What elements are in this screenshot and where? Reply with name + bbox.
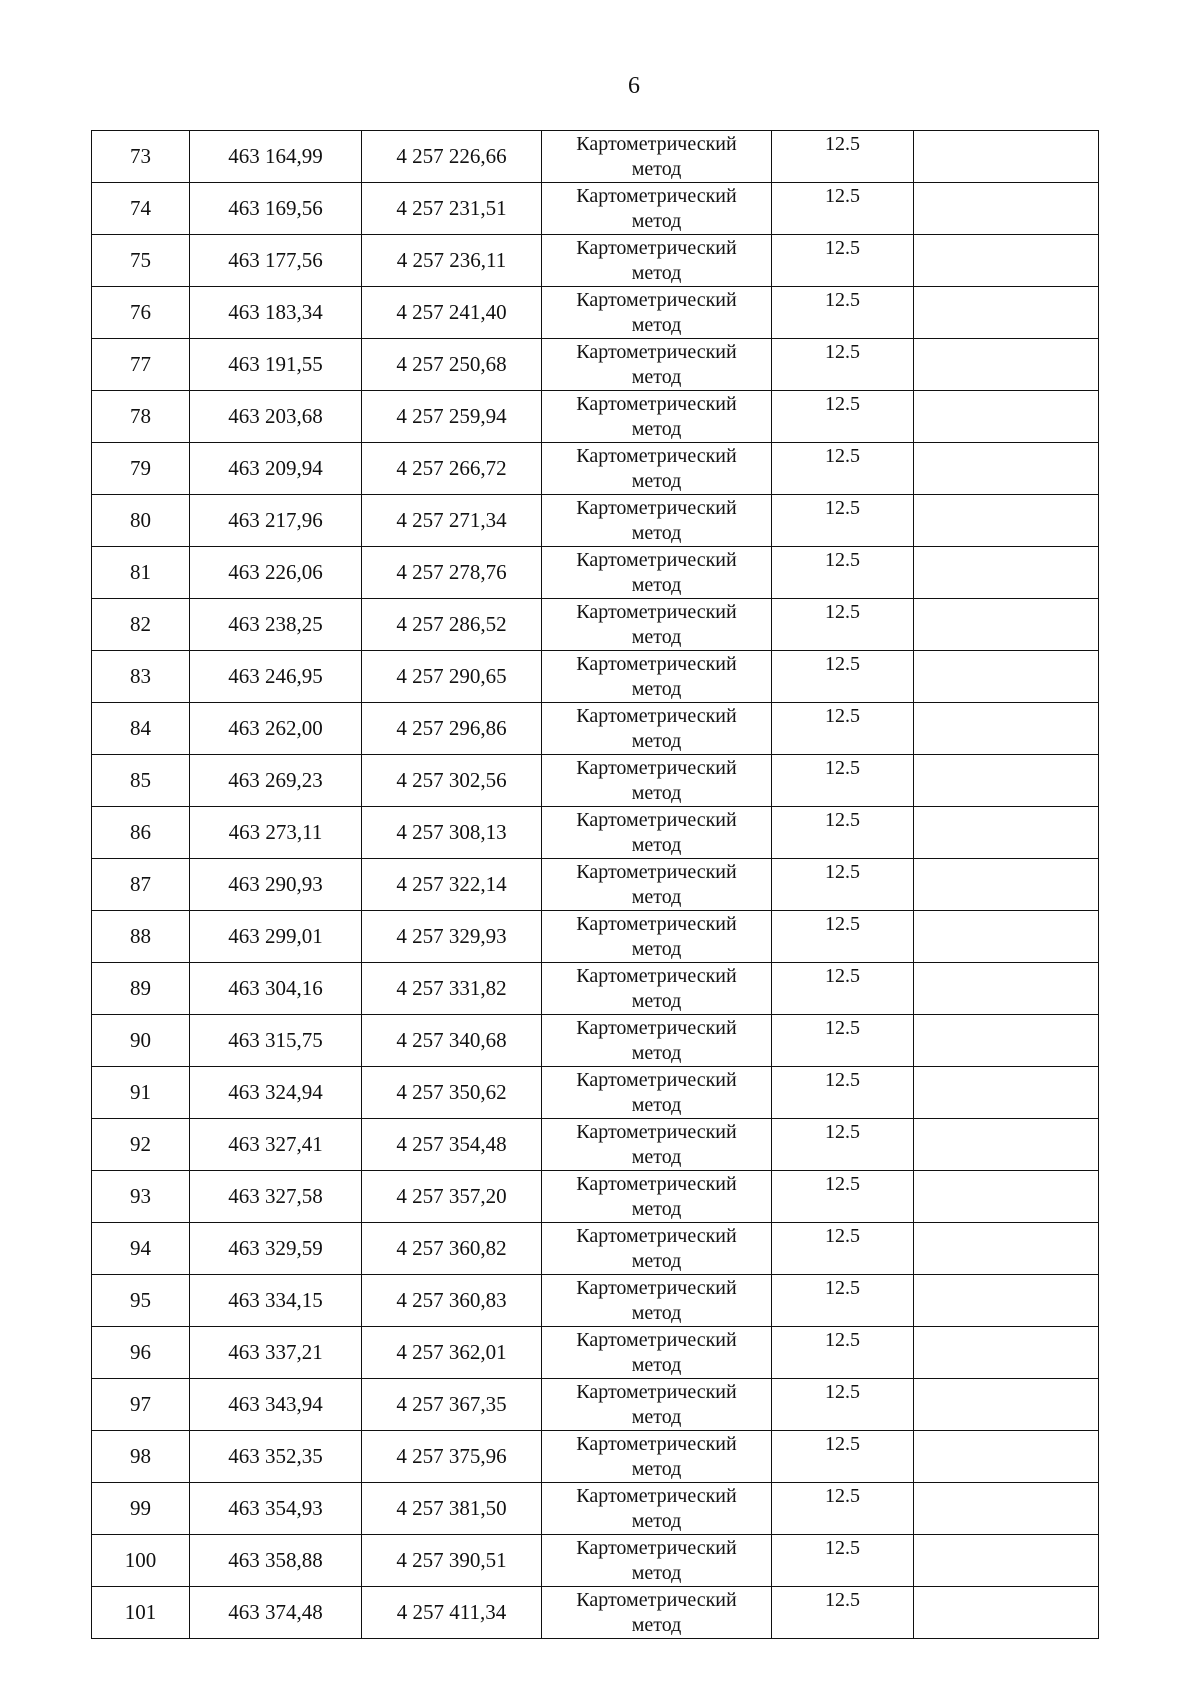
- accuracy-cell: 12.5: [772, 183, 914, 235]
- accuracy-cell: 12.5: [772, 1535, 914, 1587]
- table-row: [92, 495, 1099, 547]
- method-line-2: метод: [631, 1302, 682, 1324]
- note-cell: [914, 1587, 1099, 1639]
- table-row: [92, 1483, 1099, 1535]
- method-line-1: Картометрический: [576, 757, 737, 779]
- method-cell: [542, 755, 772, 807]
- method-line-2: метод: [631, 1042, 682, 1064]
- accuracy-cell: 12.5: [772, 1275, 914, 1327]
- accuracy-cell: 12.5: [772, 1119, 914, 1171]
- y-coordinate-cell: 4 257 360,83: [362, 1275, 542, 1327]
- accuracy-cell: 12.5: [772, 859, 914, 911]
- note-cell: [914, 547, 1099, 599]
- x-coordinate-cell: 463 315,75: [190, 1015, 362, 1067]
- note-cell: [914, 1431, 1099, 1483]
- x-coordinate-cell: 463 217,96: [190, 495, 362, 547]
- accuracy-cell: 12.5: [772, 911, 914, 963]
- method-cell: [542, 391, 772, 443]
- x-coordinate-cell: 463 177,56: [190, 235, 362, 287]
- accuracy-cell: 12.5: [772, 1171, 914, 1223]
- point-number-cell: 97: [92, 1379, 190, 1431]
- table-row: [92, 963, 1099, 1015]
- point-number-cell: 100: [92, 1535, 190, 1587]
- method-line-2: метод: [631, 1198, 682, 1220]
- x-coordinate-cell: 463 354,93: [190, 1483, 362, 1535]
- method-line-2: метод: [631, 834, 682, 856]
- method-cell: [542, 859, 772, 911]
- y-coordinate-cell: 4 257 278,76: [362, 547, 542, 599]
- method-cell: [542, 911, 772, 963]
- method-line-1: Картометрический: [576, 185, 737, 207]
- method-line-1: Картометрический: [576, 1381, 737, 1403]
- x-coordinate-cell: 463 299,01: [190, 911, 362, 963]
- table-row: [92, 391, 1099, 443]
- method-line-1: Картометрический: [576, 1173, 737, 1195]
- point-number-cell: 95: [92, 1275, 190, 1327]
- method-cell: [542, 1535, 772, 1587]
- method-cell: [542, 1587, 772, 1639]
- y-coordinate-cell: 4 257 350,62: [362, 1067, 542, 1119]
- coordinates-table: [91, 130, 1099, 1639]
- note-cell: [914, 339, 1099, 391]
- method-line-1: Картометрический: [576, 653, 737, 675]
- x-coordinate-cell: 463 334,15: [190, 1275, 362, 1327]
- x-coordinate-cell: 463 209,94: [190, 443, 362, 495]
- method-line-1: Картометрический: [576, 1017, 737, 1039]
- y-coordinate-cell: 4 257 250,68: [362, 339, 542, 391]
- method-cell: [542, 1119, 772, 1171]
- method-cell: [542, 1171, 772, 1223]
- x-coordinate-cell: 463 327,41: [190, 1119, 362, 1171]
- method-line-1: Картометрический: [576, 601, 737, 623]
- table-row: [92, 131, 1099, 183]
- table-row: [92, 911, 1099, 963]
- note-cell: [914, 1119, 1099, 1171]
- method-line-2: метод: [631, 938, 682, 960]
- method-line-2: метод: [631, 366, 682, 388]
- accuracy-cell: 12.5: [772, 1483, 914, 1535]
- accuracy-cell: 12.5: [772, 235, 914, 287]
- x-coordinate-cell: 463 343,94: [190, 1379, 362, 1431]
- point-number-cell: 81: [92, 547, 190, 599]
- table-row: [92, 1119, 1099, 1171]
- y-coordinate-cell: 4 257 308,13: [362, 807, 542, 859]
- note-cell: [914, 963, 1099, 1015]
- method-cell: [542, 807, 772, 859]
- method-cell: [542, 1223, 772, 1275]
- accuracy-cell: 12.5: [772, 703, 914, 755]
- method-line-2: метод: [631, 1510, 682, 1532]
- x-coordinate-cell: 463 238,25: [190, 599, 362, 651]
- table-row: [92, 183, 1099, 235]
- table-row: [92, 1535, 1099, 1587]
- table-row: [92, 859, 1099, 911]
- note-cell: [914, 287, 1099, 339]
- method-cell: [542, 1327, 772, 1379]
- note-cell: [914, 807, 1099, 859]
- point-number-cell: 98: [92, 1431, 190, 1483]
- accuracy-cell: 12.5: [772, 1015, 914, 1067]
- method-cell: [542, 1275, 772, 1327]
- note-cell: [914, 1535, 1099, 1587]
- point-number-cell: 94: [92, 1223, 190, 1275]
- x-coordinate-cell: 463 169,56: [190, 183, 362, 235]
- accuracy-cell: 12.5: [772, 755, 914, 807]
- point-number-cell: 90: [92, 1015, 190, 1067]
- y-coordinate-cell: 4 257 290,65: [362, 651, 542, 703]
- x-coordinate-cell: 463 327,58: [190, 1171, 362, 1223]
- note-cell: [914, 859, 1099, 911]
- y-coordinate-cell: 4 257 354,48: [362, 1119, 542, 1171]
- y-coordinate-cell: 4 257 362,01: [362, 1327, 542, 1379]
- point-number-cell: 86: [92, 807, 190, 859]
- note-cell: [914, 1067, 1099, 1119]
- point-number-cell: 101: [92, 1587, 190, 1639]
- note-cell: [914, 131, 1099, 183]
- note-cell: [914, 391, 1099, 443]
- y-coordinate-cell: 4 257 381,50: [362, 1483, 542, 1535]
- table-row: [92, 1015, 1099, 1067]
- method-cell: [542, 651, 772, 703]
- table-row: [92, 1327, 1099, 1379]
- method-line-2: метод: [631, 314, 682, 336]
- point-number-cell: 87: [92, 859, 190, 911]
- method-line-1: Картометрический: [576, 549, 737, 571]
- method-cell: [542, 1431, 772, 1483]
- y-coordinate-cell: 4 257 375,96: [362, 1431, 542, 1483]
- accuracy-cell: 12.5: [772, 1223, 914, 1275]
- method-line-1: Картометрический: [576, 861, 737, 883]
- point-number-cell: 85: [92, 755, 190, 807]
- method-line-1: Картометрический: [576, 289, 737, 311]
- point-number-cell: 96: [92, 1327, 190, 1379]
- y-coordinate-cell: 4 257 302,56: [362, 755, 542, 807]
- accuracy-cell: 12.5: [772, 1587, 914, 1639]
- accuracy-cell: 12.5: [772, 1431, 914, 1483]
- method-line-2: метод: [631, 1354, 682, 1376]
- note-cell: [914, 755, 1099, 807]
- method-line-1: Картометрический: [576, 809, 737, 831]
- point-number-cell: 83: [92, 651, 190, 703]
- table-row: [92, 547, 1099, 599]
- point-number-cell: 80: [92, 495, 190, 547]
- table-row: [92, 339, 1099, 391]
- point-number-cell: 91: [92, 1067, 190, 1119]
- coordinates-table-body: [92, 131, 1099, 1639]
- y-coordinate-cell: 4 257 286,52: [362, 599, 542, 651]
- method-line-1: Картометрический: [576, 965, 737, 987]
- x-coordinate-cell: 463 324,94: [190, 1067, 362, 1119]
- x-coordinate-cell: 463 164,99: [190, 131, 362, 183]
- note-cell: [914, 1379, 1099, 1431]
- accuracy-cell: 12.5: [772, 1379, 914, 1431]
- method-line-2: метод: [631, 1094, 682, 1116]
- accuracy-cell: 12.5: [772, 1067, 914, 1119]
- method-cell: [542, 235, 772, 287]
- accuracy-cell: 12.5: [772, 1327, 914, 1379]
- method-line-1: Картометрический: [576, 445, 737, 467]
- method-line-1: Картометрический: [576, 237, 737, 259]
- page-number: 6: [628, 73, 640, 99]
- table-row: [92, 235, 1099, 287]
- method-line-2: метод: [631, 990, 682, 1012]
- y-coordinate-cell: 4 257 367,35: [362, 1379, 542, 1431]
- note-cell: [914, 599, 1099, 651]
- note-cell: [914, 1171, 1099, 1223]
- method-cell: [542, 443, 772, 495]
- accuracy-cell: 12.5: [772, 443, 914, 495]
- table-row: [92, 599, 1099, 651]
- accuracy-cell: 12.5: [772, 131, 914, 183]
- point-number-cell: 75: [92, 235, 190, 287]
- y-coordinate-cell: 4 257 357,20: [362, 1171, 542, 1223]
- point-number-cell: 79: [92, 443, 190, 495]
- method-line-2: метод: [631, 1458, 682, 1480]
- method-line-1: Картометрический: [576, 1589, 737, 1611]
- y-coordinate-cell: 4 257 236,11: [362, 235, 542, 287]
- x-coordinate-cell: 463 191,55: [190, 339, 362, 391]
- table-row: [92, 1067, 1099, 1119]
- method-line-1: Картометрический: [576, 1277, 737, 1299]
- point-number-cell: 82: [92, 599, 190, 651]
- x-coordinate-cell: 463 269,23: [190, 755, 362, 807]
- accuracy-cell: 12.5: [772, 391, 914, 443]
- x-coordinate-cell: 463 246,95: [190, 651, 362, 703]
- method-cell: [542, 495, 772, 547]
- table-row: [92, 807, 1099, 859]
- method-line-2: метод: [631, 1250, 682, 1272]
- note-cell: [914, 1015, 1099, 1067]
- table-row: [92, 1431, 1099, 1483]
- note-cell: [914, 703, 1099, 755]
- method-cell: [542, 287, 772, 339]
- x-coordinate-cell: 463 358,88: [190, 1535, 362, 1587]
- table-row: [92, 1587, 1099, 1639]
- table-row: [92, 287, 1099, 339]
- method-cell: [542, 547, 772, 599]
- method-line-1: Картометрический: [576, 393, 737, 415]
- table-row: [92, 443, 1099, 495]
- method-line-2: метод: [631, 782, 682, 804]
- x-coordinate-cell: 463 374,48: [190, 1587, 362, 1639]
- note-cell: [914, 1275, 1099, 1327]
- y-coordinate-cell: 4 257 271,34: [362, 495, 542, 547]
- note-cell: [914, 183, 1099, 235]
- accuracy-cell: 12.5: [772, 963, 914, 1015]
- x-coordinate-cell: 463 273,11: [190, 807, 362, 859]
- note-cell: [914, 1223, 1099, 1275]
- method-line-2: метод: [631, 626, 682, 648]
- x-coordinate-cell: 463 337,21: [190, 1327, 362, 1379]
- method-line-2: метод: [631, 418, 682, 440]
- y-coordinate-cell: 4 257 241,40: [362, 287, 542, 339]
- method-line-1: Картометрический: [576, 1433, 737, 1455]
- y-coordinate-cell: 4 257 259,94: [362, 391, 542, 443]
- point-number-cell: 74: [92, 183, 190, 235]
- method-line-1: Картометрический: [576, 341, 737, 363]
- method-cell: [542, 1379, 772, 1431]
- method-line-2: метод: [631, 678, 682, 700]
- method-line-2: метод: [631, 1146, 682, 1168]
- accuracy-cell: 12.5: [772, 547, 914, 599]
- note-cell: [914, 495, 1099, 547]
- point-number-cell: 99: [92, 1483, 190, 1535]
- method-line-2: метод: [631, 730, 682, 752]
- point-number-cell: 84: [92, 703, 190, 755]
- method-line-1: Картометрический: [576, 1121, 737, 1143]
- method-cell: [542, 131, 772, 183]
- accuracy-cell: 12.5: [772, 495, 914, 547]
- point-number-cell: 88: [92, 911, 190, 963]
- x-coordinate-cell: 463 304,16: [190, 963, 362, 1015]
- table-row: [92, 755, 1099, 807]
- x-coordinate-cell: 463 329,59: [190, 1223, 362, 1275]
- method-line-2: метод: [631, 1614, 682, 1636]
- point-number-cell: 78: [92, 391, 190, 443]
- method-line-2: метод: [631, 574, 682, 596]
- method-line-1: Картометрический: [576, 497, 737, 519]
- method-line-2: метод: [631, 262, 682, 284]
- method-cell: [542, 599, 772, 651]
- method-line-1: Картометрический: [576, 913, 737, 935]
- y-coordinate-cell: 4 257 390,51: [362, 1535, 542, 1587]
- accuracy-cell: 12.5: [772, 287, 914, 339]
- method-line-1: Картометрический: [576, 1485, 737, 1507]
- x-coordinate-cell: 463 262,00: [190, 703, 362, 755]
- note-cell: [914, 1483, 1099, 1535]
- y-coordinate-cell: 4 257 231,51: [362, 183, 542, 235]
- method-cell: [542, 963, 772, 1015]
- method-cell: [542, 339, 772, 391]
- y-coordinate-cell: 4 257 340,68: [362, 1015, 542, 1067]
- table-row: [92, 1171, 1099, 1223]
- accuracy-cell: 12.5: [772, 807, 914, 859]
- point-number-cell: 73: [92, 131, 190, 183]
- x-coordinate-cell: 463 352,35: [190, 1431, 362, 1483]
- method-line-1: Картометрический: [576, 1329, 737, 1351]
- y-coordinate-cell: 4 257 266,72: [362, 443, 542, 495]
- x-coordinate-cell: 463 203,68: [190, 391, 362, 443]
- y-coordinate-cell: 4 257 411,34: [362, 1587, 542, 1639]
- method-line-2: метод: [631, 158, 682, 180]
- x-coordinate-cell: 463 290,93: [190, 859, 362, 911]
- method-line-1: Картометрический: [576, 705, 737, 727]
- table-row: [92, 1379, 1099, 1431]
- y-coordinate-cell: 4 257 296,86: [362, 703, 542, 755]
- method-line-1: Картометрический: [576, 133, 737, 155]
- table-row: [92, 1275, 1099, 1327]
- method-line-1: Картометрический: [576, 1069, 737, 1091]
- table-row: [92, 703, 1099, 755]
- note-cell: [914, 1327, 1099, 1379]
- note-cell: [914, 651, 1099, 703]
- method-line-1: Картометрический: [576, 1537, 737, 1559]
- method-cell: [542, 1015, 772, 1067]
- accuracy-cell: 12.5: [772, 651, 914, 703]
- point-number-cell: 92: [92, 1119, 190, 1171]
- method-line-2: метод: [631, 470, 682, 492]
- note-cell: [914, 911, 1099, 963]
- accuracy-cell: 12.5: [772, 599, 914, 651]
- accuracy-cell: 12.5: [772, 339, 914, 391]
- method-line-2: метод: [631, 886, 682, 908]
- x-coordinate-cell: 463 226,06: [190, 547, 362, 599]
- point-number-cell: 77: [92, 339, 190, 391]
- method-line-1: Картометрический: [576, 1225, 737, 1247]
- method-cell: [542, 183, 772, 235]
- y-coordinate-cell: 4 257 360,82: [362, 1223, 542, 1275]
- method-line-2: метод: [631, 1562, 682, 1584]
- method-cell: [542, 1067, 772, 1119]
- point-number-cell: 76: [92, 287, 190, 339]
- x-coordinate-cell: 463 183,34: [190, 287, 362, 339]
- method-line-2: метод: [631, 522, 682, 544]
- y-coordinate-cell: 4 257 322,14: [362, 859, 542, 911]
- point-number-cell: 89: [92, 963, 190, 1015]
- note-cell: [914, 443, 1099, 495]
- point-number-cell: 93: [92, 1171, 190, 1223]
- note-cell: [914, 235, 1099, 287]
- table-row: [92, 1223, 1099, 1275]
- y-coordinate-cell: 4 257 331,82: [362, 963, 542, 1015]
- method-cell: [542, 1483, 772, 1535]
- y-coordinate-cell: 4 257 226,66: [362, 131, 542, 183]
- table-row: [92, 651, 1099, 703]
- method-line-2: метод: [631, 210, 682, 232]
- y-coordinate-cell: 4 257 329,93: [362, 911, 542, 963]
- method-line-2: метод: [631, 1406, 682, 1428]
- method-cell: [542, 703, 772, 755]
